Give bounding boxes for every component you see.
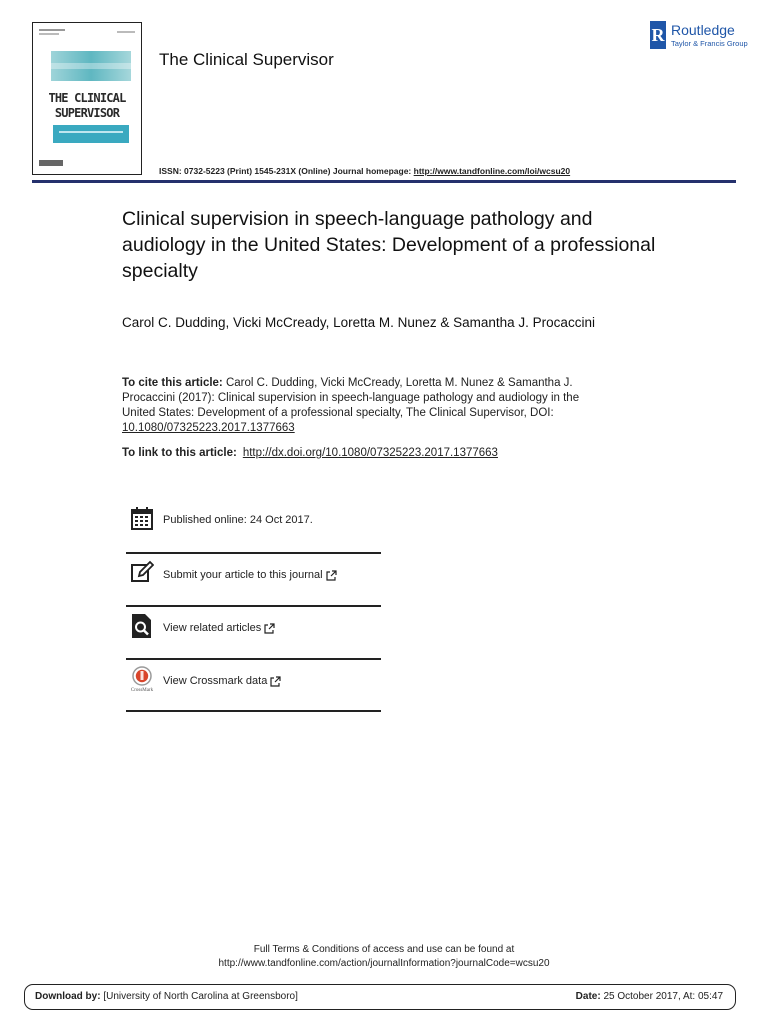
external-link-icon	[270, 676, 281, 687]
citation-label: To cite this article:	[122, 377, 223, 389]
submit-article-row[interactable]	[126, 549, 381, 601]
calendar-icon	[130, 504, 154, 532]
published-online-text: Published online: 24 Oct 2017.	[163, 514, 313, 526]
cover-photo-banner	[51, 51, 131, 81]
terms-url-link[interactable]: http://www.tandfonline.com/action/journalInformation?journalCode=wcsu20	[218, 958, 550, 969]
crossmark-link[interactable]: View Crossmark data	[163, 675, 268, 687]
related-articles-link[interactable]: View related articles	[163, 622, 262, 634]
issn-text: ISSN: 0732-5223 (Print) 1545-231X (Online) Journal homepage:	[159, 166, 414, 176]
download-date-value: 25 October 2017, At: 05:47	[603, 991, 723, 1002]
download-info-bar	[24, 984, 736, 1010]
download-by-value: [University of North Carolina at Greensboro]	[103, 991, 298, 1002]
crossmark-icon	[130, 665, 154, 693]
crossmark-label-wrap	[163, 655, 281, 707]
related-articles-row[interactable]	[126, 602, 381, 654]
terms-line: Full Terms & Conditions of access and use can be found at	[253, 944, 515, 955]
routledge-logo-icon	[650, 21, 666, 49]
article-link-label: To link to this article:	[122, 447, 237, 459]
terms-notice	[0, 943, 768, 971]
submit-article-link[interactable]: Submit your article to this journal	[163, 569, 323, 581]
crossmark-row[interactable]	[126, 655, 381, 707]
row-divider	[126, 710, 381, 712]
cover-band	[53, 125, 129, 143]
citation-doi-link[interactable]: 10.1080/07325223.2017.1377663	[122, 422, 295, 434]
published-online-row	[126, 494, 381, 546]
cover-publisher-mark	[39, 160, 63, 166]
edit-icon	[130, 559, 154, 587]
journal-name[interactable]: The Clinical Supervisor	[159, 50, 334, 69]
download-date	[576, 991, 723, 1002]
cover-title-line1: THE CLINICAL	[48, 91, 126, 105]
header-divider	[32, 180, 736, 183]
citation-block	[122, 376, 612, 436]
article-title: Clinical supervision in speech-language pathology and audiology in the United States: Development of a professional specialty	[122, 208, 656, 282]
crossmark-caption: CrossMark	[130, 688, 154, 693]
issn-line	[159, 166, 570, 176]
article-authors: Carol C. Dudding, Vicki McCready, Loretta M. Nunez & Samantha J. Procaccini	[122, 315, 595, 330]
search-document-icon	[130, 612, 154, 640]
cover-title	[33, 91, 141, 121]
external-link-icon	[326, 570, 337, 581]
journal-cover-thumbnail	[32, 22, 142, 175]
article-doi-link[interactable]: http://dx.doi.org/10.1080/07325223.2017.1377663	[242, 447, 498, 459]
journal-homepage-link[interactable]: http://www.tandfonline.com/loi/wcsu20	[413, 166, 571, 176]
article-link-block	[122, 446, 642, 461]
download-by	[35, 991, 298, 1002]
submit-article-label-wrap	[163, 549, 337, 601]
citation-text: Carol C. Dudding, Vicki McCready, Loretta M. Nunez & Samantha J. Procaccini (2017): Clinical supervision in speech-language pathology and audiology in the United States: Development of a professional specialty, The Clinical Supervisor, DOI:	[122, 377, 580, 419]
download-by-label: Download by:	[35, 991, 101, 1002]
publisher-subtitle: Taylor & Francis Group	[671, 39, 748, 48]
external-link-icon	[264, 623, 275, 634]
routledge-logo-letter: R	[651, 25, 665, 45]
related-articles-label-wrap	[163, 602, 275, 654]
cover-title-line2: SUPERVISOR	[54, 106, 120, 120]
download-date-label: Date:	[575, 991, 601, 1002]
publisher-name: Routledge	[671, 22, 735, 38]
